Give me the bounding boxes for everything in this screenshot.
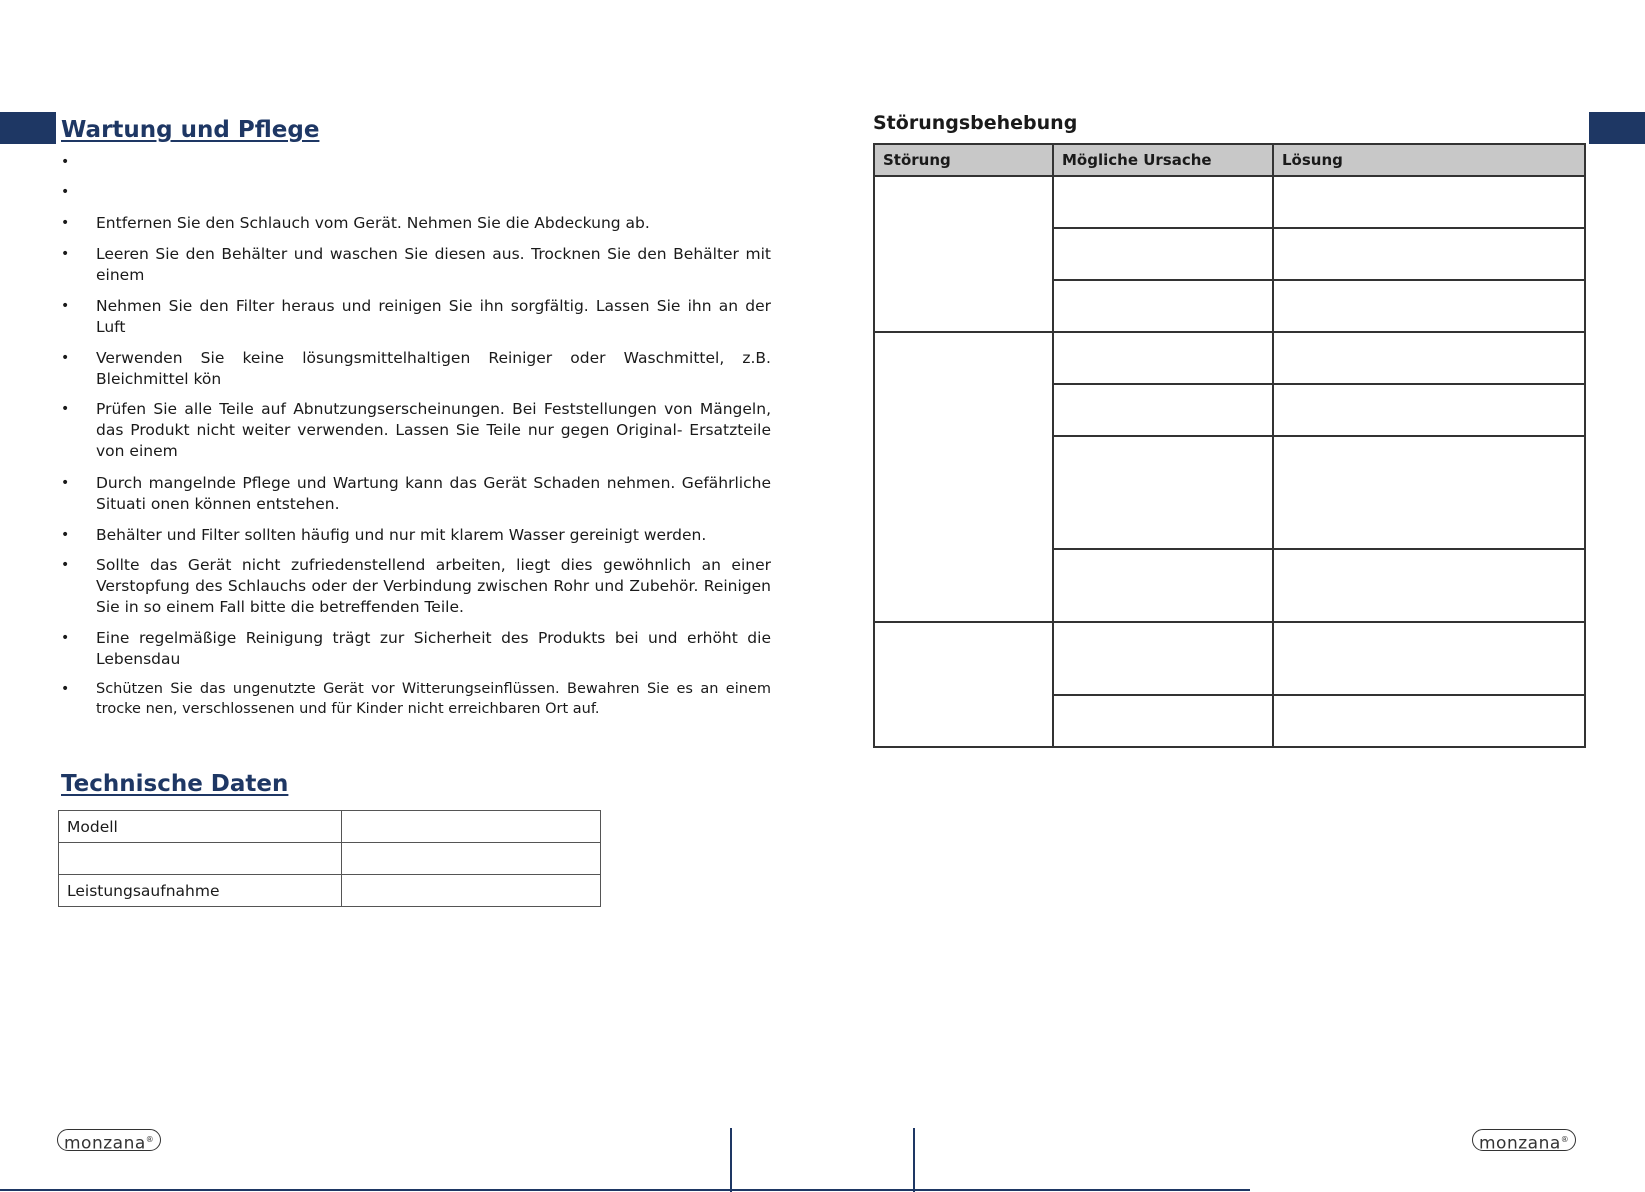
list-item: • Entfernen Sie den Schlauch vom Gerät. Nehmen Sie die Abdeckung ab.	[61, 214, 650, 232]
bullet-icon: •	[61, 681, 70, 697]
loesung-cell	[1273, 332, 1585, 384]
table-header-row	[874, 144, 1585, 176]
troubleshooting-table	[873, 143, 1586, 748]
section-title-stoerungsbehebung: Störungsbehebung	[873, 112, 1078, 134]
tech-key: Modell	[59, 811, 342, 843]
bullet-icon: •	[61, 557, 70, 573]
ursache-cell	[1053, 622, 1273, 695]
loesung-cell	[1273, 695, 1585, 747]
ursache-cell	[1053, 228, 1273, 280]
bullet-icon: •	[61, 154, 70, 170]
list-item: • Prüfen Sie alle Teile auf Abnutzungserscheinungen. Bei Feststellungen von Mängeln, das Produkt nicht weiter verwenden. Lassen Sie Teile nur gegen Original- Ersatzteile von einem	[61, 400, 771, 460]
ursache-cell	[1053, 695, 1273, 747]
monzana-logo-left: monzana®	[57, 1129, 161, 1151]
ursache-cell	[1053, 436, 1273, 549]
loesung-cell	[1273, 280, 1585, 332]
ursache-cell	[1053, 280, 1273, 332]
table-row	[874, 176, 1585, 228]
tech-key: Leistungsaufnahme	[59, 875, 342, 907]
monzana-logo-right: monzana®	[1472, 1129, 1576, 1151]
table-row	[874, 622, 1585, 695]
loesung-cell	[1273, 228, 1585, 280]
tech-key	[59, 843, 342, 875]
list-item: • Verwenden Sie keine lösungsmittelhaltigen Reiniger oder Waschmittel, z.B. Bleichmittel kön	[61, 349, 771, 388]
ursache-cell	[1053, 384, 1273, 436]
loesung-cell	[1273, 176, 1585, 228]
bullet-icon: •	[61, 350, 70, 366]
right-accent-tab	[1589, 112, 1645, 144]
section-title-wartung: Wartung und Pflege	[61, 117, 320, 143]
left-accent-tab	[0, 112, 56, 144]
list-item: • Schützen Sie das ungenutzte Gerät vor Witterungseinflüssen. Bewahren Sie es an einem trocke nen, verschlossenen und für Kinder nicht erreichbaren Ort auf.	[61, 681, 771, 717]
loesung-cell	[1273, 622, 1585, 695]
list-item: • Durch mangelnde Pflege und Wartung kann das Gerät Schaden nehmen. Gefährliche Situati onen können entstehen.	[61, 474, 771, 513]
table-row	[874, 332, 1585, 384]
list-item: • Behälter und Filter sollten häufig und nur mit klarem Wasser gereinigt werden.	[61, 526, 707, 544]
loesung-cell	[1273, 384, 1585, 436]
list-item: • Nehmen Sie den Filter heraus und reinigen Sie ihn sorgfältig. Lassen Sie ihn an der Luft	[61, 297, 771, 336]
loesung-cell	[1273, 436, 1585, 549]
bullet-icon: •	[61, 401, 70, 417]
footer-divider	[730, 1128, 732, 1192]
stoerung-cell	[874, 622, 1053, 747]
footer-baseline	[0, 1189, 1250, 1191]
stoerung-cell	[874, 176, 1053, 332]
bullet-icon: •	[61, 246, 70, 262]
stoerung-cell	[874, 332, 1053, 622]
ursache-cell	[1053, 332, 1273, 384]
bullet-icon: •	[61, 298, 70, 314]
section-title-technische-daten: Technische Daten	[61, 771, 289, 797]
column-header-ursache: Mögliche Ursache	[1053, 144, 1273, 176]
bullet-icon: •	[61, 475, 70, 491]
tech-value	[342, 811, 601, 843]
list-item: • Eine regelmäßige Reinigung trägt zur Sicherheit des Produkts bei und erhöht die Lebensdau	[61, 629, 771, 668]
column-header-stoerung: Störung	[874, 144, 1053, 176]
bullet-icon: •	[61, 215, 70, 231]
list-item: • Sollte das Gerät nicht zufriedenstellend arbeiten, liegt dies gewöhnlich an einer Verstopfung des Schlauchs oder der Verbindung zwischen Rohr und Zubehör. Reinigen Sie in so einem Fall bitte die betreffenden Teile.	[61, 556, 771, 616]
table-row	[59, 843, 601, 875]
column-header-loesung: Lösung	[1273, 144, 1585, 176]
bullet-icon: •	[61, 630, 70, 646]
ursache-cell	[1053, 549, 1273, 622]
bullet-icon: •	[61, 527, 70, 543]
footer-divider	[913, 1128, 915, 1192]
tech-data-table	[58, 810, 601, 907]
list-item: • Leeren Sie den Behälter und waschen Sie diesen aus. Trocknen Sie den Behälter mit einem	[61, 245, 771, 284]
tech-value	[342, 843, 601, 875]
table-row	[59, 875, 601, 907]
table-row	[59, 811, 601, 843]
bullet-icon: •	[61, 184, 70, 200]
ursache-cell	[1053, 176, 1273, 228]
loesung-cell	[1273, 549, 1585, 622]
tech-value	[342, 875, 601, 907]
